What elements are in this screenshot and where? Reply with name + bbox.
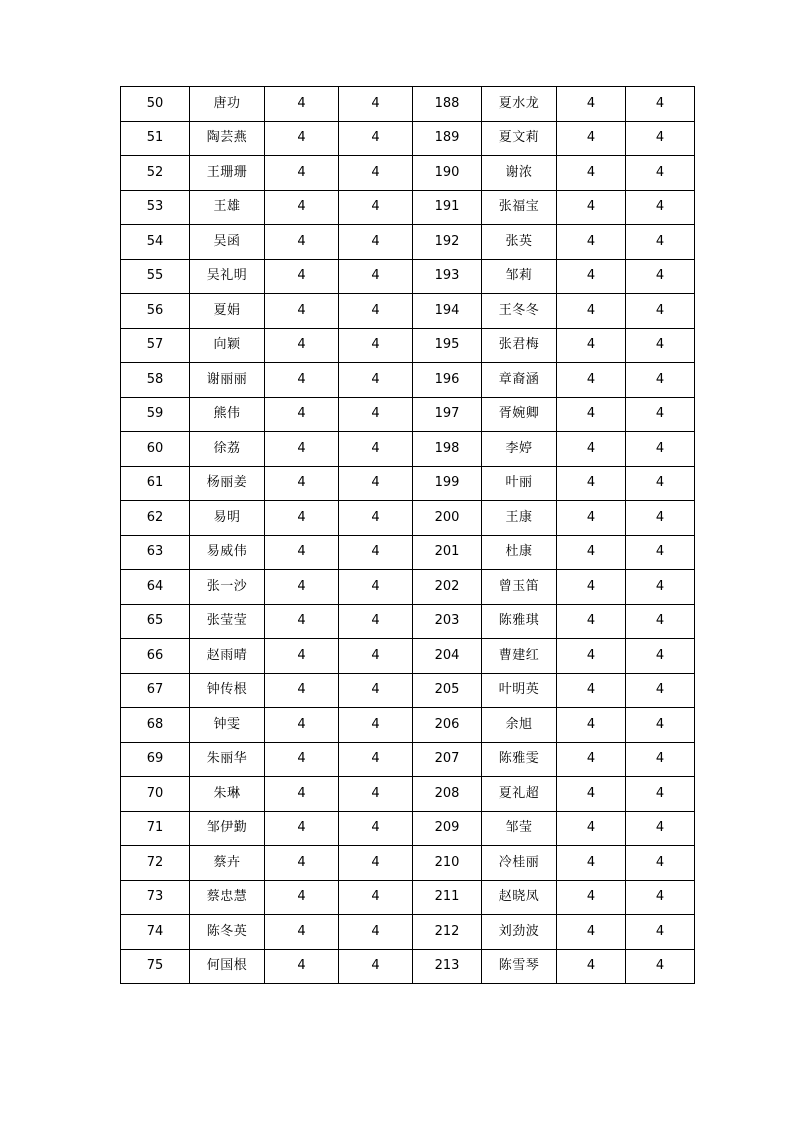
table-row bbox=[121, 673, 695, 708]
table-cell: 67 bbox=[121, 673, 190, 708]
table-cell: 杜康 bbox=[482, 535, 557, 570]
table-cell: 李婷 bbox=[482, 432, 557, 467]
table-cell: 4 bbox=[339, 570, 413, 605]
table-cell: 212 bbox=[413, 915, 482, 950]
table-cell: 4 bbox=[626, 328, 695, 363]
table-cell: 72 bbox=[121, 846, 190, 881]
table-cell: 余旭 bbox=[482, 708, 557, 743]
table-cell: 陈雅雯 bbox=[482, 742, 557, 777]
table-cell: 熊伟 bbox=[190, 397, 265, 432]
table-cell: 陈冬英 bbox=[190, 915, 265, 950]
table-cell: 4 bbox=[339, 846, 413, 881]
table-cell: 4 bbox=[339, 639, 413, 674]
table-row bbox=[121, 708, 695, 743]
table-cell: 200 bbox=[413, 501, 482, 536]
table-cell: 68 bbox=[121, 708, 190, 743]
table-cell: 4 bbox=[557, 466, 626, 501]
table-cell: 何国根 bbox=[190, 949, 265, 984]
table-cell: 赵晓凤 bbox=[482, 880, 557, 915]
table-row bbox=[121, 259, 695, 294]
table-cell: 4 bbox=[265, 432, 339, 467]
table-row bbox=[121, 570, 695, 605]
table-cell: 叶明英 bbox=[482, 673, 557, 708]
table-cell: 4 bbox=[626, 846, 695, 881]
table-cell: 191 bbox=[413, 190, 482, 225]
table-cell: 4 bbox=[339, 294, 413, 329]
table-cell: 叶丽 bbox=[482, 466, 557, 501]
table-row bbox=[121, 156, 695, 191]
table-cell: 206 bbox=[413, 708, 482, 743]
table-cell: 4 bbox=[339, 673, 413, 708]
table-cell: 4 bbox=[626, 190, 695, 225]
table-cell: 邹莹 bbox=[482, 811, 557, 846]
table-row bbox=[121, 742, 695, 777]
table-cell: 4 bbox=[265, 880, 339, 915]
table-cell: 4 bbox=[626, 639, 695, 674]
table-row bbox=[121, 363, 695, 398]
table-cell: 4 bbox=[557, 570, 626, 605]
table-cell: 4 bbox=[626, 121, 695, 156]
table-cell: 4 bbox=[557, 432, 626, 467]
table-cell: 4 bbox=[626, 225, 695, 260]
table-cell: 190 bbox=[413, 156, 482, 191]
table-cell: 钟雯 bbox=[190, 708, 265, 743]
table-cell: 赵雨晴 bbox=[190, 639, 265, 674]
table-cell: 207 bbox=[413, 742, 482, 777]
table-row bbox=[121, 121, 695, 156]
table-cell: 4 bbox=[626, 259, 695, 294]
table-cell: 4 bbox=[265, 604, 339, 639]
table-cell: 4 bbox=[626, 742, 695, 777]
table-row bbox=[121, 294, 695, 329]
table-cell: 52 bbox=[121, 156, 190, 191]
table-row bbox=[121, 880, 695, 915]
table-row bbox=[121, 225, 695, 260]
table-cell: 4 bbox=[557, 949, 626, 984]
table-cell: 4 bbox=[557, 535, 626, 570]
table-cell: 4 bbox=[339, 880, 413, 915]
table-cell: 4 bbox=[339, 708, 413, 743]
table-cell: 杨丽姜 bbox=[190, 466, 265, 501]
table-cell: 张君梅 bbox=[482, 328, 557, 363]
table-cell: 4 bbox=[557, 777, 626, 812]
table-cell: 4 bbox=[339, 432, 413, 467]
table-cell: 蔡忠慧 bbox=[190, 880, 265, 915]
table-cell: 4 bbox=[557, 294, 626, 329]
table-cell: 4 bbox=[626, 708, 695, 743]
table-cell: 73 bbox=[121, 880, 190, 915]
table-cell: 朱琳 bbox=[190, 777, 265, 812]
table-cell: 4 bbox=[626, 156, 695, 191]
table-cell: 4 bbox=[339, 949, 413, 984]
table-cell: 4 bbox=[265, 915, 339, 950]
table-cell: 4 bbox=[557, 915, 626, 950]
table-cell: 4 bbox=[557, 639, 626, 674]
table-cell: 210 bbox=[413, 846, 482, 881]
table-cell: 4 bbox=[557, 846, 626, 881]
table-row bbox=[121, 87, 695, 122]
table-cell: 夏水龙 bbox=[482, 87, 557, 122]
table-row bbox=[121, 949, 695, 984]
table-cell: 4 bbox=[265, 673, 339, 708]
table-cell: 75 bbox=[121, 949, 190, 984]
table-cell: 4 bbox=[339, 156, 413, 191]
roster-table bbox=[120, 86, 695, 984]
table-cell: 4 bbox=[265, 121, 339, 156]
table-cell: 4 bbox=[557, 880, 626, 915]
table-cell: 4 bbox=[626, 432, 695, 467]
table-cell: 张一沙 bbox=[190, 570, 265, 605]
table-cell: 4 bbox=[557, 501, 626, 536]
table-cell: 4 bbox=[265, 190, 339, 225]
table-cell: 4 bbox=[339, 501, 413, 536]
table-cell: 4 bbox=[626, 777, 695, 812]
table-cell: 陈雪琴 bbox=[482, 949, 557, 984]
table-cell: 213 bbox=[413, 949, 482, 984]
table-cell: 4 bbox=[339, 121, 413, 156]
table-cell: 199 bbox=[413, 466, 482, 501]
table-cell: 4 bbox=[339, 466, 413, 501]
table-cell: 4 bbox=[557, 742, 626, 777]
table-cell: 夏娟 bbox=[190, 294, 265, 329]
table-cell: 4 bbox=[339, 777, 413, 812]
table-cell: 4 bbox=[265, 811, 339, 846]
roster-table-container bbox=[120, 86, 694, 984]
roster-table-body bbox=[121, 87, 695, 984]
table-cell: 陶芸燕 bbox=[190, 121, 265, 156]
table-row bbox=[121, 915, 695, 950]
table-cell: 易明 bbox=[190, 501, 265, 536]
table-cell: 谢浓 bbox=[482, 156, 557, 191]
table-cell: 4 bbox=[626, 397, 695, 432]
table-cell: 4 bbox=[557, 708, 626, 743]
table-cell: 4 bbox=[265, 294, 339, 329]
table-cell: 71 bbox=[121, 811, 190, 846]
table-cell: 65 bbox=[121, 604, 190, 639]
table-cell: 59 bbox=[121, 397, 190, 432]
table-cell: 谢丽丽 bbox=[190, 363, 265, 398]
table-cell: 56 bbox=[121, 294, 190, 329]
table-row bbox=[121, 190, 695, 225]
table-cell: 胥婉卿 bbox=[482, 397, 557, 432]
table-cell: 夏礼超 bbox=[482, 777, 557, 812]
table-cell: 64 bbox=[121, 570, 190, 605]
table-cell: 53 bbox=[121, 190, 190, 225]
table-cell: 57 bbox=[121, 328, 190, 363]
table-cell: 邹伊勤 bbox=[190, 811, 265, 846]
table-cell: 50 bbox=[121, 87, 190, 122]
table-cell: 4 bbox=[339, 604, 413, 639]
table-cell: 62 bbox=[121, 501, 190, 536]
table-cell: 203 bbox=[413, 604, 482, 639]
table-cell: 195 bbox=[413, 328, 482, 363]
table-cell: 4 bbox=[339, 259, 413, 294]
table-cell: 4 bbox=[265, 397, 339, 432]
table-cell: 章裔涵 bbox=[482, 363, 557, 398]
table-cell: 吴礼明 bbox=[190, 259, 265, 294]
table-cell: 4 bbox=[339, 742, 413, 777]
table-cell: 张英 bbox=[482, 225, 557, 260]
table-cell: 4 bbox=[265, 846, 339, 881]
table-cell: 王冬冬 bbox=[482, 294, 557, 329]
table-cell: 蔡卉 bbox=[190, 846, 265, 881]
table-cell: 198 bbox=[413, 432, 482, 467]
table-cell: 张莹莹 bbox=[190, 604, 265, 639]
table-cell: 208 bbox=[413, 777, 482, 812]
table-cell: 4 bbox=[339, 225, 413, 260]
table-cell: 4 bbox=[626, 535, 695, 570]
table-cell: 夏文莉 bbox=[482, 121, 557, 156]
table-cell: 4 bbox=[339, 328, 413, 363]
table-cell: 吴函 bbox=[190, 225, 265, 260]
table-cell: 201 bbox=[413, 535, 482, 570]
table-row bbox=[121, 535, 695, 570]
table-cell: 4 bbox=[557, 363, 626, 398]
table-cell: 197 bbox=[413, 397, 482, 432]
table-cell: 4 bbox=[557, 328, 626, 363]
table-cell: 4 bbox=[339, 397, 413, 432]
table-cell: 4 bbox=[626, 949, 695, 984]
table-row bbox=[121, 328, 695, 363]
table-cell: 王康 bbox=[482, 501, 557, 536]
table-cell: 4 bbox=[339, 87, 413, 122]
table-cell: 58 bbox=[121, 363, 190, 398]
table-row bbox=[121, 639, 695, 674]
table-cell: 4 bbox=[626, 466, 695, 501]
table-cell: 4 bbox=[557, 225, 626, 260]
table-cell: 4 bbox=[626, 811, 695, 846]
table-cell: 4 bbox=[626, 604, 695, 639]
table-cell: 192 bbox=[413, 225, 482, 260]
table-cell: 4 bbox=[626, 915, 695, 950]
table-cell: 4 bbox=[557, 190, 626, 225]
table-cell: 4 bbox=[339, 811, 413, 846]
table-cell: 易威伟 bbox=[190, 535, 265, 570]
table-cell: 4 bbox=[626, 363, 695, 398]
table-cell: 209 bbox=[413, 811, 482, 846]
table-cell: 钟传根 bbox=[190, 673, 265, 708]
table-cell: 朱丽华 bbox=[190, 742, 265, 777]
table-cell: 196 bbox=[413, 363, 482, 398]
table-cell: 4 bbox=[626, 880, 695, 915]
table-cell: 4 bbox=[265, 87, 339, 122]
table-cell: 4 bbox=[557, 87, 626, 122]
table-cell: 4 bbox=[265, 501, 339, 536]
table-cell: 4 bbox=[557, 673, 626, 708]
table-cell: 4 bbox=[339, 363, 413, 398]
table-cell: 54 bbox=[121, 225, 190, 260]
table-cell: 4 bbox=[265, 639, 339, 674]
table-cell: 徐荔 bbox=[190, 432, 265, 467]
table-row bbox=[121, 777, 695, 812]
table-cell: 4 bbox=[265, 742, 339, 777]
table-cell: 4 bbox=[265, 259, 339, 294]
table-cell: 4 bbox=[626, 570, 695, 605]
table-cell: 4 bbox=[557, 259, 626, 294]
table-cell: 邹莉 bbox=[482, 259, 557, 294]
table-cell: 4 bbox=[557, 604, 626, 639]
table-cell: 4 bbox=[339, 915, 413, 950]
table-cell: 王雄 bbox=[190, 190, 265, 225]
table-cell: 4 bbox=[265, 466, 339, 501]
table-cell: 曹建红 bbox=[482, 639, 557, 674]
table-cell: 4 bbox=[557, 156, 626, 191]
table-cell: 60 bbox=[121, 432, 190, 467]
table-cell: 陈雅琪 bbox=[482, 604, 557, 639]
table-row bbox=[121, 846, 695, 881]
table-row bbox=[121, 811, 695, 846]
table-cell: 4 bbox=[265, 777, 339, 812]
table-cell: 194 bbox=[413, 294, 482, 329]
table-cell: 王珊珊 bbox=[190, 156, 265, 191]
table-cell: 69 bbox=[121, 742, 190, 777]
table-cell: 4 bbox=[626, 501, 695, 536]
table-cell: 4 bbox=[265, 363, 339, 398]
table-row bbox=[121, 501, 695, 536]
table-cell: 4 bbox=[557, 811, 626, 846]
table-cell: 向颖 bbox=[190, 328, 265, 363]
table-cell: 66 bbox=[121, 639, 190, 674]
table-cell: 4 bbox=[557, 397, 626, 432]
table-cell: 4 bbox=[265, 949, 339, 984]
table-cell: 4 bbox=[265, 708, 339, 743]
table-cell: 55 bbox=[121, 259, 190, 294]
table-cell: 4 bbox=[265, 156, 339, 191]
table-cell: 4 bbox=[339, 190, 413, 225]
table-cell: 188 bbox=[413, 87, 482, 122]
table-cell: 4 bbox=[557, 121, 626, 156]
table-cell: 4 bbox=[265, 570, 339, 605]
table-cell: 曾玉笛 bbox=[482, 570, 557, 605]
table-cell: 70 bbox=[121, 777, 190, 812]
table-cell: 211 bbox=[413, 880, 482, 915]
table-row bbox=[121, 466, 695, 501]
table-cell: 4 bbox=[626, 87, 695, 122]
table-cell: 51 bbox=[121, 121, 190, 156]
table-cell: 202 bbox=[413, 570, 482, 605]
table-cell: 205 bbox=[413, 673, 482, 708]
table-cell: 74 bbox=[121, 915, 190, 950]
table-cell: 冷桂丽 bbox=[482, 846, 557, 881]
table-cell: 193 bbox=[413, 259, 482, 294]
table-cell: 189 bbox=[413, 121, 482, 156]
table-cell: 63 bbox=[121, 535, 190, 570]
table-cell: 张福宝 bbox=[482, 190, 557, 225]
table-cell: 4 bbox=[265, 225, 339, 260]
table-row bbox=[121, 432, 695, 467]
table-cell: 4 bbox=[265, 535, 339, 570]
table-cell: 4 bbox=[265, 328, 339, 363]
table-cell: 4 bbox=[626, 294, 695, 329]
table-cell: 唐功 bbox=[190, 87, 265, 122]
table-cell: 刘劲波 bbox=[482, 915, 557, 950]
table-cell: 4 bbox=[339, 535, 413, 570]
table-cell: 204 bbox=[413, 639, 482, 674]
table-row bbox=[121, 397, 695, 432]
table-cell: 4 bbox=[626, 673, 695, 708]
table-cell: 61 bbox=[121, 466, 190, 501]
table-row bbox=[121, 604, 695, 639]
